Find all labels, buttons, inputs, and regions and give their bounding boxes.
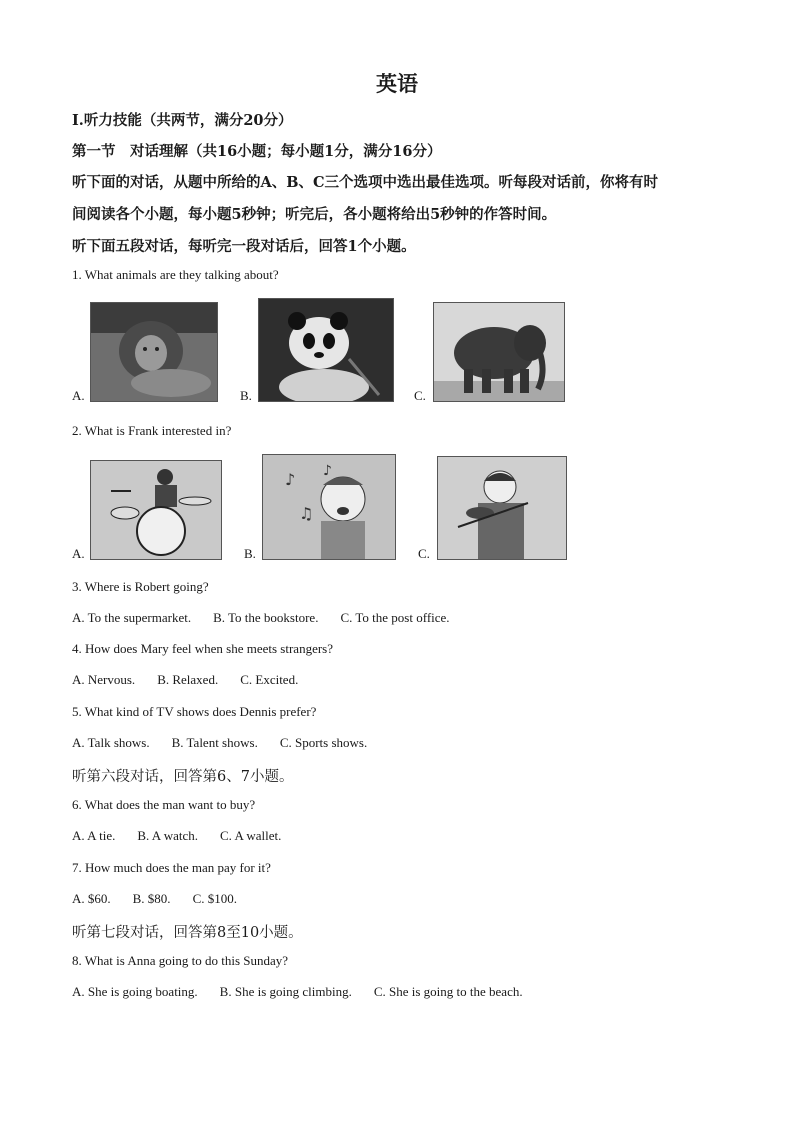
option-b[interactable]: B. To the bookstore. (213, 610, 319, 625)
question-3-options (72, 610, 472, 626)
instruction-line-3: 听下面五段对话，每听完一段对话后，回答1个小题。 (72, 238, 416, 255)
question-6: 6. What does the man want to buy? (72, 797, 256, 812)
option-b[interactable]: B. Talent shows. (171, 735, 258, 750)
svg-text:♫: ♫ (299, 504, 314, 523)
option-a[interactable]: A. She is going boating. (72, 984, 198, 999)
question-2-options (72, 454, 592, 562)
violin-boy-picture-icon[interactable] (437, 456, 567, 560)
question-4-options (72, 672, 320, 688)
lion-photo-icon[interactable] (90, 302, 218, 402)
option-a[interactable]: A. To the supermarket. (72, 610, 192, 625)
singing-boy-picture-icon[interactable] (262, 454, 396, 560)
option-c-label: C. (414, 388, 426, 403)
option-a[interactable]: A. Talk shows. (72, 735, 150, 750)
question-2: 2. What is Frank interested in? (72, 423, 232, 438)
option-c[interactable]: C. To the post office. (340, 610, 450, 625)
option-b-label: B. (244, 546, 256, 561)
option-b[interactable]: B. A watch. (137, 828, 199, 843)
option-c[interactable]: C. Excited. (240, 672, 299, 687)
option-b-label: B. (240, 388, 252, 403)
option-a-label: A. (72, 546, 85, 561)
question-7: 7. How much does the man pay for it? (72, 860, 271, 875)
option-b[interactable]: B. She is going climbing. (219, 984, 352, 999)
drummer-picture-icon[interactable] (90, 460, 222, 560)
option-b[interactable]: B. Relaxed. (157, 672, 219, 687)
dialogue-7-note: 听第七段对话，回答第8至10小题。 (72, 925, 303, 941)
option-a-label: A. (72, 388, 85, 403)
question-6-options (72, 828, 303, 844)
option-c[interactable]: C. Sports shows. (279, 735, 368, 750)
question-5-options (72, 735, 389, 751)
part-heading: 第一节 对话理解（共16小题；每小题1分，满分16分） (72, 143, 442, 160)
option-a[interactable]: A. $60. (72, 891, 111, 906)
question-3: 3. Where is Robert going? (72, 579, 209, 594)
panda-photo-icon[interactable] (258, 298, 394, 402)
option-c[interactable]: C. $100. (192, 891, 237, 906)
elephant-photo-icon[interactable] (433, 302, 565, 402)
question-4: 4. How does Mary feel when she meets strangers? (72, 641, 334, 656)
option-c[interactable]: C. A wallet. (220, 828, 282, 843)
question-8-options (72, 984, 545, 1000)
svg-text:♪: ♪ (285, 470, 296, 489)
question-5: 5. What kind of TV shows does Dennis prefer? (72, 704, 317, 719)
instruction-line-2: 间阅读各个小题，每小题5秒钟；听完后，各小题将给出5秒钟的作答时间。 (72, 206, 557, 223)
option-a[interactable]: A. A tie. (72, 828, 116, 843)
option-c-label: C. (418, 546, 430, 561)
question-1: 1. What animals are they talking about? (72, 267, 279, 282)
question-8: 8. What is Anna going to do this Sunday? (72, 953, 289, 968)
option-b[interactable]: B. $80. (132, 891, 171, 906)
page-title: 英语 (376, 71, 418, 96)
option-a[interactable]: A. Nervous. (72, 672, 136, 687)
option-c[interactable]: C. She is going to the beach. (373, 984, 523, 999)
instruction-line-1: 听下面的对话，从题中所给的A、B、C三个选项中选出最佳选项。听每段对话前，你将有时 (72, 174, 659, 191)
svg-text:♪: ♪ (323, 463, 332, 479)
question-7-options (72, 891, 259, 907)
section-heading: Ⅰ.听力技能（共两节，满分20分） (72, 112, 293, 129)
question-1-options (72, 298, 592, 404)
dialogue-6-note: 听第六段对话，回答第6、7小题。 (72, 769, 294, 785)
